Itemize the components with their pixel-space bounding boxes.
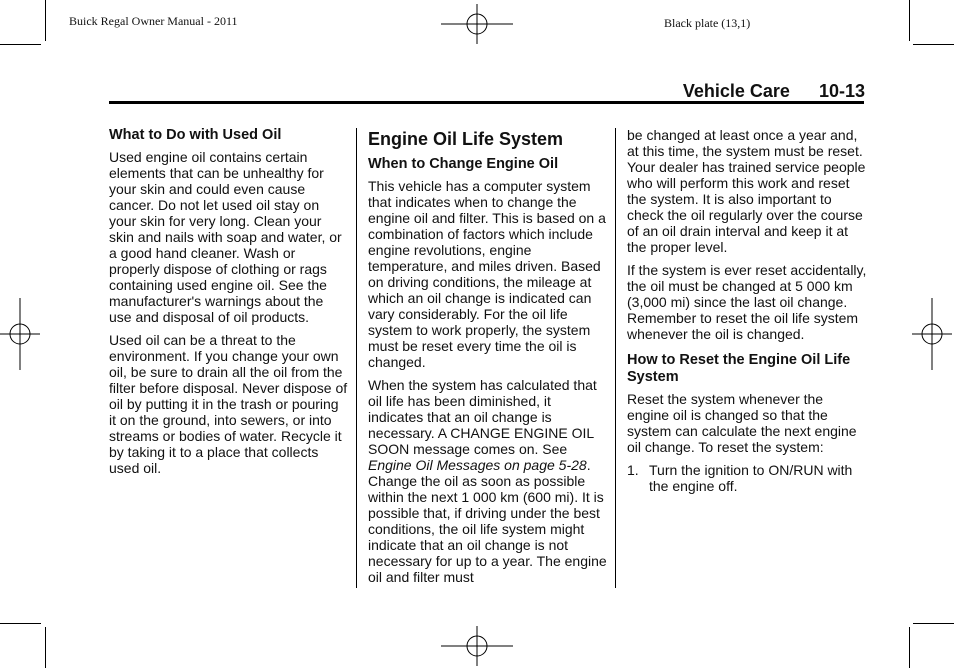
heading-used-oil: What to Do with Used Oil [109,127,282,143]
crop-mark [0,623,41,624]
section-name: Vehicle Care [682,81,790,101]
list-text: Turn the ignition to ON/RUN with the engine off. [649,462,853,494]
registration-mark-icon [0,298,40,370]
crop-mark [913,623,954,624]
column-divider [615,128,616,588]
column-1 [109,127,349,483]
heading-reset-oil-life: How to Reset the Engine Oil Life System [627,352,851,385]
crop-mark [0,44,41,45]
paragraph [368,377,608,585]
registration-mark-icon [912,298,952,370]
paragraph-text: . Change the oil as soon as possible within the next 1 000 km (600 mi). It is possible that, if driving under the best conditions, the oil life system might indicate that an oil change is not necessary for up to a year. The engine oil and filter must [368,457,607,585]
column-2 [368,128,608,592]
list-item [627,462,867,494]
manual-title: Buick Regal Owner Manual - 2011 [69,14,238,28]
paragraph: If the system is ever reset accidentally, the oil must be changed at 5 000 km (3,000 mi) since the last oil change. Remember to reset the oil life system whenever the oil is changed. [627,262,867,342]
crop-mark [45,627,46,668]
paragraph: Reset the system whenever the engine oil is changed so that the system can calculate the next engine oil change. To reset the system: [627,391,857,455]
crop-mark [909,0,910,41]
paragraph: This vehicle has a computer system that indicates when to change the engine oil and filter. This is based on a combination of factors which include engine revolutions, engine temperature, and miles driven. Based on driving conditions, the mileage at which an oil change is indicated can vary considerably. For the oil life system to work properly, the system must be reset every time the oil is changed. [368,178,606,370]
crop-mark [909,627,910,668]
header-rule [109,101,864,104]
section-header [683,81,865,102]
plate-info: Black plate (13,1) [664,16,751,30]
crop-mark [913,44,954,45]
page-number: 10-13 [818,81,865,101]
paragraph-text: When the system has calculated that oil life has been diminished, it indicates that an oil change is necessary. A CHANGE ENGINE OIL SOON message comes on. See [368,377,597,457]
crop-mark [45,0,46,41]
cross-reference-link[interactable]: Engine Oil Messages on page 5-28 [368,457,587,473]
paragraph: Used oil can be a threat to the environment. If you change your own oil, be sure to drain all the oil from the filter before disposal. Never dispose of oil by putting it in the trash or pouring it on the ground, into sewers, or into streams or bodies of water. Recycle it by taking it to a place that collects used oil. [109,332,348,476]
paragraph: be changed at least once a year and, at this time, the system must be reset. Your dealer has trained service people who will perform this work and reset the system. It is also important to check the oil regularly over the course of an oil drain interval and keep it at the proper level. [627,127,866,255]
registration-mark-icon [441,4,513,44]
list-number: 1. [627,462,639,478]
section-heading-oil-life: Engine Oil Life System [368,129,564,149]
subheading-when-to-change: When to Change Engine Oil [368,156,559,172]
registration-mark-icon [441,626,513,666]
paragraph: Used engine oil contains certain elements that can be unhealthy for your skin and could even cause cancer. Do not let used oil stay on your skin for very long. Clean your skin and nails with soap and water, or a good hand cleaner. Wash or properly dispose of clothing or rags containing used engine oil. See the manufacturer's warnings about the use and disposal of oil products. [109,149,342,325]
column-3 [627,127,867,494]
column-divider [356,128,357,588]
